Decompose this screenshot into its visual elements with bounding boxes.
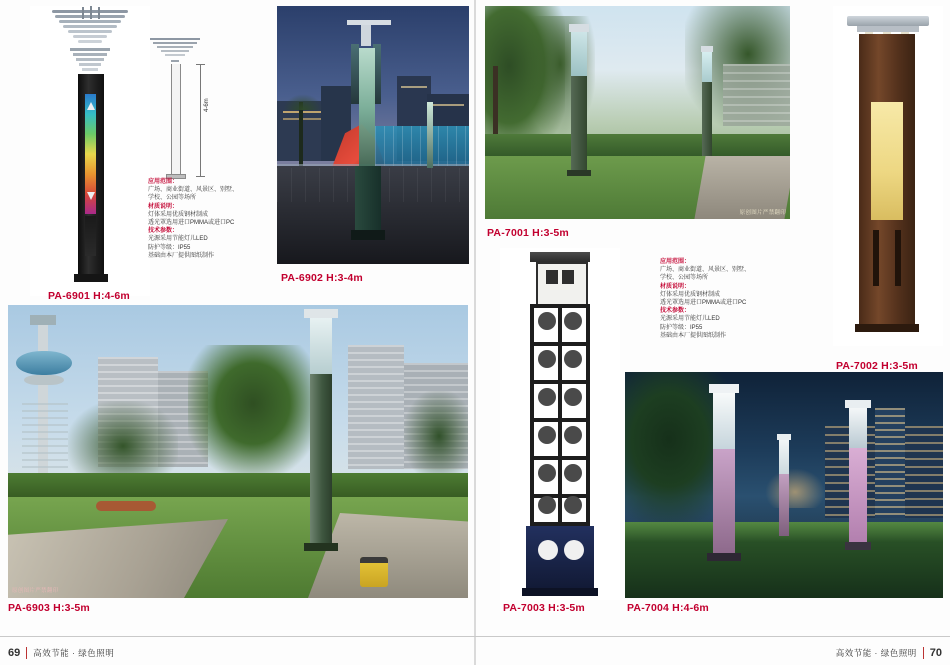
footer-text-right: 高效节能 · 绿色照明 bbox=[835, 648, 917, 658]
caption-pa-7003: PA-7003 H:3-5m bbox=[503, 602, 585, 614]
watermark-pa-7001: 原创图片严禁翻印 bbox=[739, 210, 786, 216]
spec-line: 技术参数： bbox=[660, 308, 691, 315]
technical-drawing-pa-6901 bbox=[148, 30, 218, 190]
footer-right bbox=[836, 645, 942, 661]
spec-line: 灯体采用优质钢材制成 bbox=[148, 211, 209, 218]
spec-line: 材质说明： bbox=[660, 283, 691, 290]
spec-line: 技术参数： bbox=[148, 228, 179, 235]
caption-pa-6901: PA-6901 H:4-6m bbox=[48, 290, 130, 302]
caption-pa-6902: PA-6902 H:3-4m bbox=[281, 272, 363, 284]
spec-line: 防护等级：IP55 bbox=[660, 324, 703, 331]
dimension-label-pa-6901: 4-6m bbox=[204, 98, 210, 112]
spec-line: 应用范围： bbox=[660, 259, 691, 265]
page-number-left: 69 bbox=[8, 647, 21, 659]
spec-line: 透光罩选用进口PMMA或进口PC bbox=[148, 220, 235, 227]
spec-line: 应用范围： bbox=[148, 179, 179, 185]
spec-line: 基础由本厂提供图纸制作 bbox=[660, 332, 727, 339]
spec-line: 基础由本厂提供图纸制作 bbox=[148, 252, 215, 259]
spec-line: 广场、商业街道、风景区、别墅、 bbox=[148, 187, 239, 194]
caption-pa-7001: PA-7001 H:3-5m bbox=[487, 227, 569, 239]
footer-divider bbox=[0, 636, 950, 637]
product-image-pa-7001 bbox=[485, 6, 790, 219]
spec-line: 透光罩选用进口PMMA或进口PC bbox=[660, 300, 747, 307]
spec-line: 学校、公园等场所 bbox=[660, 275, 709, 282]
spec-line: 光源采用节能灯儿LED bbox=[660, 316, 720, 323]
product-image-pa-6901 bbox=[30, 6, 150, 296]
spec-line: 材质说明： bbox=[148, 203, 179, 210]
watermark-pa-6903: 原创图片严禁翻印 bbox=[12, 588, 59, 594]
spec-block-left bbox=[148, 178, 268, 260]
footer-left bbox=[8, 645, 114, 661]
footer-bar-icon bbox=[923, 647, 924, 659]
page-number-right: 70 bbox=[929, 647, 942, 659]
caption-pa-7002: PA-7002 H:3-5m bbox=[836, 360, 918, 372]
caption-pa-6903: PA-6903 H:3-5m bbox=[8, 602, 90, 614]
product-image-pa-7002 bbox=[833, 6, 943, 346]
footer-bar-icon bbox=[26, 647, 27, 659]
spec-block-right bbox=[660, 258, 780, 340]
spec-line: 防护等级：IP55 bbox=[148, 244, 191, 251]
footer-text-left: 高效节能 · 绿色照明 bbox=[33, 648, 115, 658]
spec-line: 学校、公园等场所 bbox=[148, 195, 197, 202]
spec-line: 广场、商业街道、风景区、别墅、 bbox=[660, 267, 751, 274]
product-image-pa-6903 bbox=[8, 305, 468, 598]
caption-pa-7004: PA-7004 H:4-6m bbox=[627, 602, 709, 614]
product-image-pa-6902 bbox=[277, 6, 469, 264]
product-image-pa-7004 bbox=[625, 372, 943, 598]
page-gutter bbox=[474, 0, 476, 665]
product-image-pa-7003 bbox=[500, 248, 620, 600]
spec-line: 光源采用节能灯儿LED bbox=[148, 236, 208, 243]
spec-line: 灯体采用优质钢材制成 bbox=[660, 291, 721, 298]
